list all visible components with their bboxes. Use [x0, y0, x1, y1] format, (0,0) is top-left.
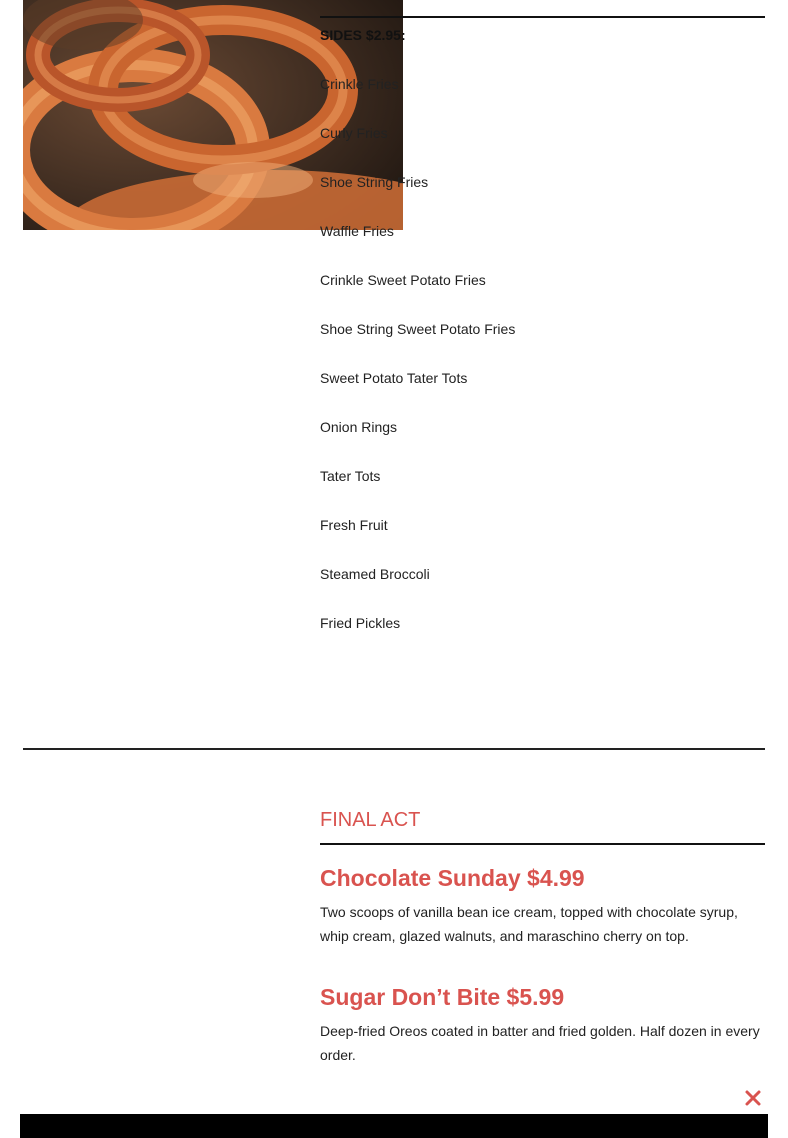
section-divider-top [320, 16, 765, 18]
close-icon[interactable] [744, 1089, 762, 1107]
list-item: Fresh Fruit [320, 517, 388, 533]
bottom-banner [20, 1114, 768, 1138]
list-item: Onion Rings [320, 419, 398, 435]
final-act-title: FINAL ACT [320, 809, 421, 831]
list-item: Shoe String Sweet Potato Fries [320, 321, 516, 337]
list-item: Crinkle Sweet Potato Fries [320, 272, 486, 288]
list-item: Tater Tots [320, 468, 381, 484]
list-item: Crinkle Fries [320, 76, 399, 92]
list-item: Fried Pickles [320, 615, 401, 631]
list-item: Shoe String Fries [320, 174, 429, 190]
section-divider [23, 748, 765, 750]
sides-heading: SIDES $2.95: [320, 27, 406, 43]
list-item: Curly Fries [320, 125, 388, 141]
final-act-divider [320, 843, 765, 845]
dessert-description: Deep-fried Oreos coated in batter and fried golden. Half dozen in every order. [320, 1023, 760, 1063]
list-item: Sweet Potato Tater Tots [320, 370, 468, 386]
list-item: Waffle Fries [320, 223, 394, 239]
dessert-name: Chocolate Sunday $4.99 [320, 865, 585, 891]
dessert-description: Two scoops of vanilla bean ice cream, topped with chocolate syrup, whip cream, glazed walnuts, and maraschino cherry on top. [320, 904, 738, 944]
dessert-item [320, 983, 765, 1067]
dessert-item [320, 864, 765, 948]
dessert-name: Sugar Don’t Bite $5.99 [320, 984, 565, 1010]
list-item: Steamed Broccoli [320, 566, 430, 582]
sides-list [320, 76, 515, 664]
